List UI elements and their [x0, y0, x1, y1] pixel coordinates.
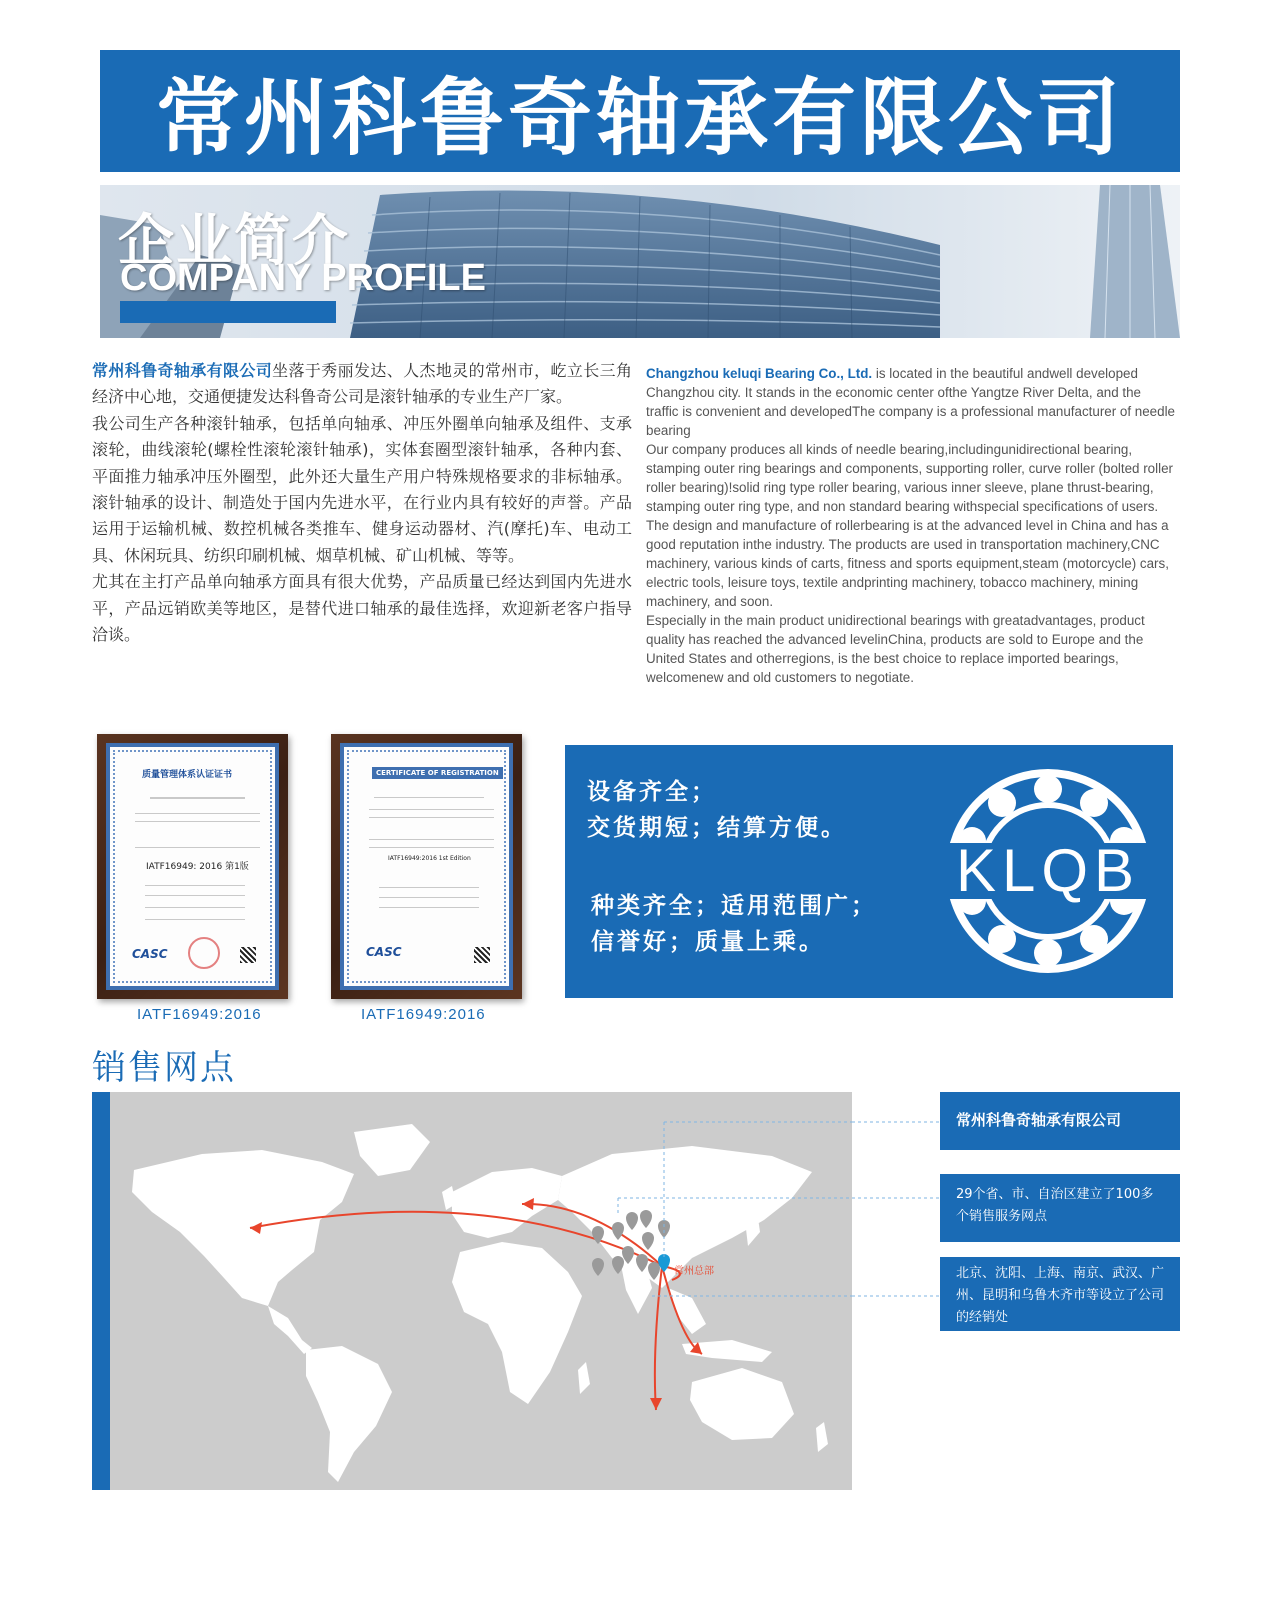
certificate-1-caption: IATF16949:2016 [137, 1006, 262, 1023]
sales-box-network: 29个省、市、自治区建立了100多个销售服务网点 [940, 1174, 1180, 1242]
certificate-2 [331, 734, 522, 999]
intro-en-company: Changzhou keluqi Bearing Co., Ltd. [646, 366, 873, 381]
sales-title: 销售网点 [92, 1048, 236, 1088]
profile-title-en: COMPANY PROFILE [120, 257, 486, 299]
certificate-1-heading: 质量管理体系认证证书 [142, 770, 233, 780]
intro-cn-company: 常州科鲁奇轴承有限公司 [92, 361, 273, 380]
map-accent-stripe [92, 1092, 110, 1490]
certificate-2-paper [340, 743, 513, 990]
certificate-1-seal-icon [188, 937, 220, 969]
certificate-2-heading: CERTIFICATE OF REGISTRATION [372, 767, 503, 779]
certificate-2-qr-icon [474, 947, 490, 963]
world-map [92, 1092, 852, 1490]
profile-title-cn: 企业简介 [118, 208, 350, 274]
intro-en-p1-text: is located in the beautiful andwell developed Changzhou city. It stands in the economic center ofthe Yangtze River Delta, and the traffic is convenient and developedThe company is a professional manufacturer of needle bearing [646, 366, 1176, 438]
world-map-svg [92, 1092, 852, 1490]
title-banner [100, 50, 1180, 172]
promo-line-1: 设备齐全； [587, 779, 717, 805]
intro-cn-paragraph-3: 尤其在主打产品单向轴承方面具有很大优势，产品质量已经达到国内先进水平，产品远销欧美等地区，是替代进口轴承的最佳选择，欢迎新老客户指导洽谈。 [92, 572, 632, 645]
intro-en-paragraph-3: Especially in the main product unidirectional bearings with greatadvantages, product quality has reached the advanced levelinChina, products are sold to Europe and the United States and otherregions, is the best choice to replace imported bearings, welcomenew and old customers to negotiate. [646, 613, 1145, 685]
promo-line-3: 种类齐全；适用范围广； [591, 893, 877, 919]
certificate-1 [97, 734, 288, 999]
certificate-1-paper [106, 743, 279, 990]
certificate-1-qr-icon [240, 947, 256, 963]
certificate-2-caption: IATF16949:2016 [361, 1006, 486, 1023]
bearing-logo-text: KLQB [955, 837, 1141, 904]
promo-line-2: 交货期短；结算方便。 [587, 815, 847, 841]
certificate-1-logo: CASC [132, 947, 168, 961]
intro-cn-p1-text: 坐落于秀丽发达、人杰地灵的常州市，屹立长三角经济中心地，交通便捷发达科鲁奇公司是滚针轴承的专业生产厂家。 [92, 361, 632, 407]
intro-en-paragraph-2: Our company produces all kinds of needle bearing,includingunidirectional bearing, stamping outer ring bearings and components, supporting roller, curve roller (bolted roller roller bearing)!solid ring type roller bearing, various inner sleeve, plane thrust-bearing, stamping outer ring type, and non standard bearing withspecial specifications of users. The design and manufacture of rollerbearing is at the advanced level in China and has a good reputation inthe industry. The products are used in transportation machinery,CNC machinery, various kinds of carts, fitness and sports equipment,steam (motorcycle) cars, electric tools, leisure toys, textile andprinting machinery, tobacco machinery, mining machinery, and soon. [646, 442, 1173, 609]
certificate-1-edition: IATF16949: 2016 第1版 [146, 862, 249, 872]
intro-en-paragraph-1 [646, 364, 1176, 440]
intro-chinese [92, 358, 632, 648]
promo-box [565, 745, 1173, 998]
certificate-2-logo: CASC [366, 945, 402, 959]
bearing-logo-icon [943, 755, 1153, 987]
intro-cn-paragraph-1 [92, 358, 632, 411]
intro-english [646, 364, 1176, 687]
promo-line-4: 信誉好；质量上乘。 [591, 929, 825, 955]
profile-hero [100, 185, 1180, 338]
hq-label: 常州总部 [674, 1266, 714, 1277]
profile-accent-bar [120, 301, 336, 323]
connector-lines [852, 1092, 942, 1312]
company-title: 常州科鲁奇轴承有限公司 [155, 68, 1124, 167]
certificate-2-edition: IATF16949:2016 1st Edition [388, 855, 471, 862]
intro-cn-paragraph-2: 我公司生产各种滚针轴承，包括单向轴承、冲压外圈单向轴承及组件、支承滚轮，曲线滚轮(螺栓性滚轮滚针轴承)，实体套圈型滚针轴承，各种内套、平面推力轴承冲压外圈型，此外还大量生产用户特殊规格要求的非标轴承。滚针轴承的设计、制造处于国内先进水平，在行业内具有较好的声誉。产品运用于运输机械、数控机械各类推车、健身运动器材、汽(摩托)车、电动工具、休闲玩具、纺织印刷机械、烟草机械、矿山机械、等等。 [92, 413, 632, 565]
sales-box-offices: 北京、沈阳、上海、南京、武汉、广州、昆明和乌鲁木齐市等设立了公司的经销处 [940, 1257, 1180, 1331]
sales-box-company: 常州科鲁奇轴承有限公司 [940, 1092, 1180, 1150]
